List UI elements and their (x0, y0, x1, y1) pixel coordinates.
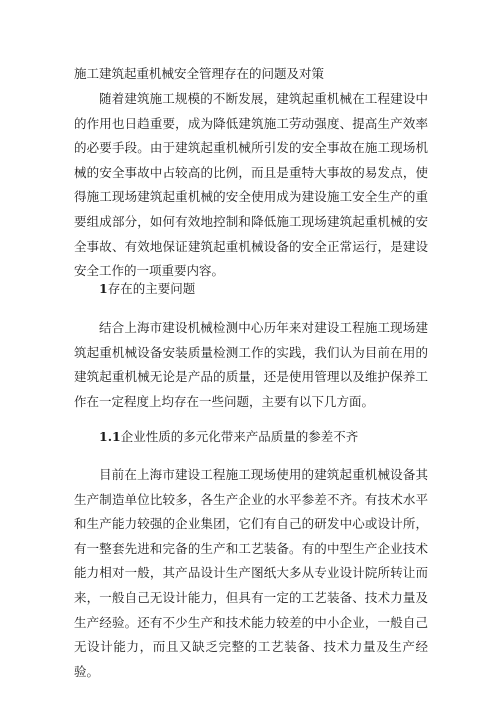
section-number: 1.1 (99, 429, 121, 444)
section-heading-1-1 (99, 429, 358, 445)
paragraph-enterprise-quality: 目前在上海市建设工程施工现场使用的建筑起重机械设备其生产制造单位比较多，各生产企业的水平参差不齐。有技术水平和生产能力较强的企业集团，它们有自己的研发中心或设计所，有一整套先进和完备的生产和工艺装备。有的中型生产企业技术能力相对一般，其产品设计生产图纸大多从专业设计院所转让而来，一般自己无设计能力，但具有一定的工艺装备、技术力量及生产经验。还有不少生产和技术能力较差的中小企业，一般自己无设计能力，而且又缺乏完整的工艺装备、技术力量及生产经验。 (74, 467, 428, 679)
section-number: 1 (99, 281, 108, 296)
section-heading-text: 存在的主要问题 (107, 281, 196, 296)
paragraph-intro: 随着建筑施工规模的不断发展，建筑起重机械在工程建设中的作用也日趋重要，成为降低建筑施工劳动强度、提高生产效率的必要手段。由于建筑起重机械所引发的安全事故在施工现场机械的安全事故中占较高的比例，而且是重特大事故的易发点，使得施工现场建筑起重机械的安全使用成为建设施工安全生产的重要组成部分，如何有效地控制和降低施工现场建筑起重机械的安全事故、有效地保证建筑起重机械设备的安全正常运行，是建设安全工作的一项重要内容。 (74, 91, 428, 279)
section-heading-1 (99, 281, 195, 297)
paragraph-main-problems: 结合上海市建设机械检测中心历年来对建设工程施工现场建筑起重机械设备安装质量检测工作的实践，我们认为目前在用的建筑起重机械无论是产品的质量，还是使用管理以及维护保养工作在一定程度上均存在一些问题，主要有以下几方面。 (74, 320, 428, 409)
document-title: 施工建筑起重机械安全管理存在的问题及对策 (74, 66, 325, 81)
section-heading-text: 企业性质的多元化带来产品质量的参差不齐 (120, 429, 359, 444)
